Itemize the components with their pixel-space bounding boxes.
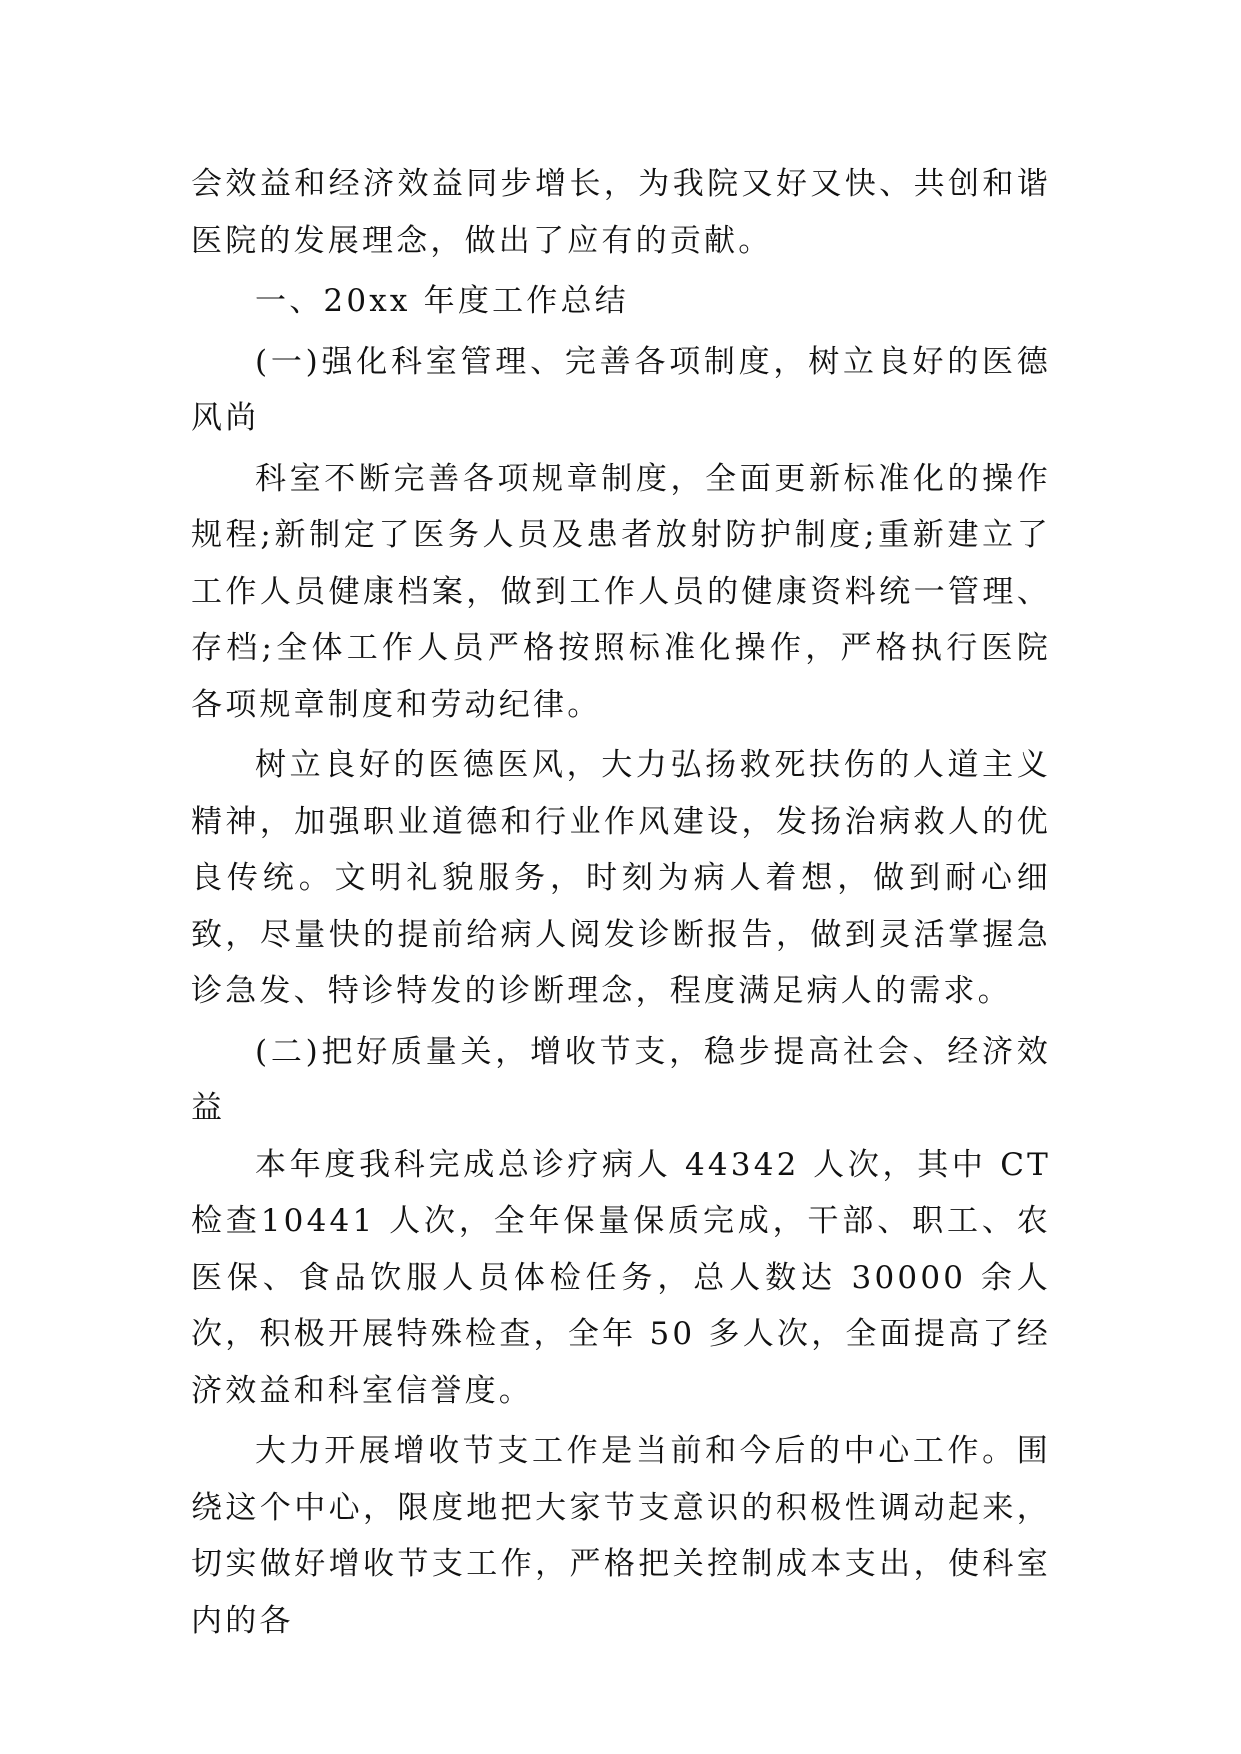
document-body	[191, 156, 1051, 1649]
paragraph-regulations: 科室不断完善各项规章制度，全面更新标准化的操作规程;新制定了医务人员及患者放射防护制度;重新建立了工作人员健康档案，做到工作人员的健康资料统一管理、存档;全体工作人员严格按照标准化操作，严格执行医院各项规章制度和劳动纪律。	[191, 460, 1051, 723]
paragraph-continuation: 会效益和经济效益同步增长，为我院又好又快、共创和谐医院的发展理念，做出了应有的贡献。	[191, 166, 1051, 259]
paragraph-statistics: 本年度我科完成总诊疗病人 44342 人次，其中 CT 检查10441 人次，全年保量保质完成，干部、职工、农医保、食品饮服人员体检任务，总人数达 30000 余人次，积极开展特殊检查，全年 50 多人次，全面提高了经济效益和科室信誉度。	[191, 1146, 1051, 1409]
section-heading-annual-summary: 一、20xx 年度工作总结	[255, 283, 629, 319]
subsection-heading-management: (一)强化科室管理、完善各项制度，树立良好的医德风尚	[191, 343, 1051, 436]
paragraph-medical-ethics: 树立良好的医德医风，大力弘扬救死扶伤的人道主义精神，加强职业道德和行业作风建设，发扬治病救人的优良传统。文明礼貌服务，时刻为病人着想，做到耐心细致，尽量快的提前给病人阅发诊断报告，做到灵活掌握急诊急发、特诊特发的诊断理念，程度满足病人的需求。	[191, 747, 1051, 1009]
paragraph-cost-saving: 大力开展增收节支工作是当前和今后的中心工作。围绕这个中心，限度地把大家节支意识的积极性调动起来，切实做好增收节支工作，严格把关控制成本支出，使科室内的各	[191, 1433, 1051, 1639]
subsection-heading-quality: (二)把好质量关，增收节支，稳步提高社会、经济效益	[191, 1033, 1051, 1126]
